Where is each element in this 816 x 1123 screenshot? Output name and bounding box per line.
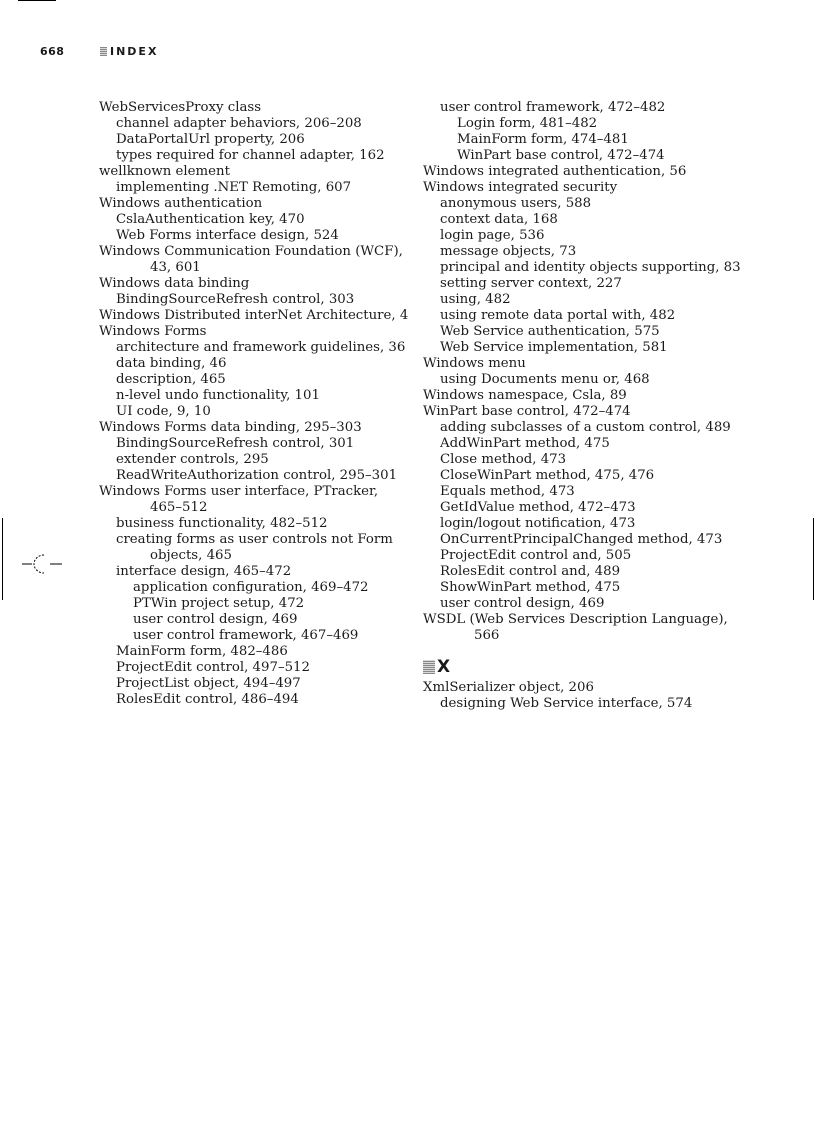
margin-rule-left [2,518,3,600]
index-entry-level-1: CloseWinPart method, 475, 476 [440,468,655,483]
index-entry-level-1: designing Web Service interface, 574 [440,696,693,711]
index-entry-level-1: description, 465 [116,372,226,387]
index-entry-level-0: wellknown element [99,164,230,179]
index-entry-level-1: ProjectList object, 494–497 [116,676,301,691]
index-column-right [423,100,741,712]
index-entry-level-0: Windows Forms data binding, 295–303 [99,420,362,435]
index-entry-level-2: user control design, 469 [133,612,298,627]
index-entry-level-1: Web Service implementation, 581 [440,340,668,355]
index-entry-level-1: architecture and framework guidelines, 36 [116,340,406,355]
index-entry-level-1: extender controls, 295 [116,452,269,467]
index-entry-level-1: BindingSourceRefresh control, 301 [116,436,355,451]
index-entry-level-0: Windows data binding [99,276,250,291]
index-entry-level-0: Windows integrated security [423,180,618,195]
index-entry-level-0: XmlSerializer object, 206 [423,680,594,695]
index-entry-level-0: Windows Forms user interface, PTracker, [99,484,379,499]
letter-heading-text: X [437,657,451,677]
index-entry-level-1: BindingSourceRefresh control, 303 [116,292,355,307]
index-entry-level-1: interface design, 465–472 [116,564,292,579]
index-entry-level-1: setting server context, 227 [440,276,622,291]
index-entry-level-0: WebServicesProxy class [99,100,262,115]
index-entry-continuation: 43, 601 [150,260,201,275]
index-entry-level-0: Windows Forms [99,324,207,339]
index-entry-level-1: UI code, 9, 10 [116,404,211,419]
index-column-left [99,100,409,708]
index-entry-continuation: 566 [474,628,500,643]
index-entry-level-1: RolesEdit control and, 489 [440,564,621,579]
index-entry-level-2: Login form, 481–482 [457,116,598,131]
index-entry-level-2: user control framework, 467–469 [133,628,359,643]
index-entry-level-1: channel adapter behaviors, 206–208 [116,116,362,131]
index-entry-level-1: user control design, 469 [440,596,605,611]
index-entry-level-2: PTWin project setup, 472 [133,596,305,611]
letter-heading [423,658,723,676]
index-entry-level-1: login page, 536 [440,228,545,243]
index-entry-level-1: Close method, 473 [440,452,567,467]
index-entry-level-1: user control framework, 472–482 [440,100,666,115]
index-entry-level-1: types required for channel adapter, 162 [116,148,385,163]
index-entry-level-1: anonymous users, 588 [440,196,592,211]
index-entry-level-1: n-level undo functionality, 101 [116,388,320,403]
index-entry-continuation: 465–512 [150,500,208,515]
index-entry-continuation: objects, 465 [150,548,232,563]
index-entry-level-1: MainForm form, 482–486 [116,644,288,659]
index-entry-level-1: using remote data portal with, 482 [440,308,676,323]
crop-mark-top [18,0,56,1]
registration-mark-icon [22,551,62,577]
index-entry-level-0: Windows menu [423,356,526,371]
index-entry-level-1: OnCurrentPrincipalChanged method, 473 [440,532,723,547]
index-entry-level-1: Equals method, 473 [440,484,575,499]
index-entry-level-0: Windows namespace, Csla, 89 [423,388,627,403]
index-entry-level-2: application configuration, 469–472 [133,580,369,595]
index-entry-level-1: creating forms as user controls not Form [116,532,393,547]
index-entry-level-1: business functionality, 482–512 [116,516,328,531]
index-entry-level-1: using, 482 [440,292,511,307]
index-entry-level-0: Windows authentication [99,196,263,211]
index-entry-level-1: adding subclasses of a custom control, 489 [440,420,731,435]
index-entry-level-1: RolesEdit control, 486–494 [116,692,299,707]
index-entry-level-1: ShowWinPart method, 475 [440,580,621,595]
index-entry-level-1: Web Service authentication, 575 [440,324,660,339]
index-entry-level-1: GetIdValue method, 472–473 [440,500,636,515]
running-head [40,44,158,58]
index-entry-level-0: Windows Communication Foundation (WCF), [99,244,403,259]
letter-square-icon [423,660,435,674]
index-entry-level-1: principal and identity objects supporting, 83 [440,260,741,275]
index-entry-level-0: WSDL (Web Services Description Language), [423,612,728,627]
section-title: INDEX [110,44,159,58]
index-entry-level-2: MainForm form, 474–481 [457,132,629,147]
index-entry-level-1: implementing .NET Remoting, 607 [116,180,352,195]
index-entry-level-1: using Documents menu or, 468 [440,372,650,387]
index-entry-level-1: AddWinPart method, 475 [440,436,610,451]
section-square-icon [100,47,107,56]
index-entry-level-1: CslaAuthentication key, 470 [116,212,305,227]
index-entry-level-1: ProjectEdit control, 497–512 [116,660,310,675]
index-entry-level-2: WinPart base control, 472–474 [457,148,665,163]
index-entry-level-1: ProjectEdit control and, 505 [440,548,632,563]
index-entry-level-1: message objects, 73 [440,244,577,259]
page-number: 668 [40,44,65,58]
index-entry-level-1: ReadWriteAuthorization control, 295–301 [116,468,398,483]
index-entry-level-1: context data, 168 [440,212,558,227]
index-entry-level-1: Web Forms interface design, 524 [116,228,339,243]
index-entry-level-1: login/logout notification, 473 [440,516,636,531]
index-entry-level-0: Windows integrated authentication, 56 [423,164,687,179]
index-entry-level-1: DataPortalUrl property, 206 [116,132,305,147]
margin-rule-right [813,518,814,600]
index-entry-level-0: Windows Distributed interNet Architecture, 4 [99,308,409,323]
index-entry-level-1: data binding, 46 [116,356,227,371]
index-entry-level-0: WinPart base control, 472–474 [423,404,631,419]
